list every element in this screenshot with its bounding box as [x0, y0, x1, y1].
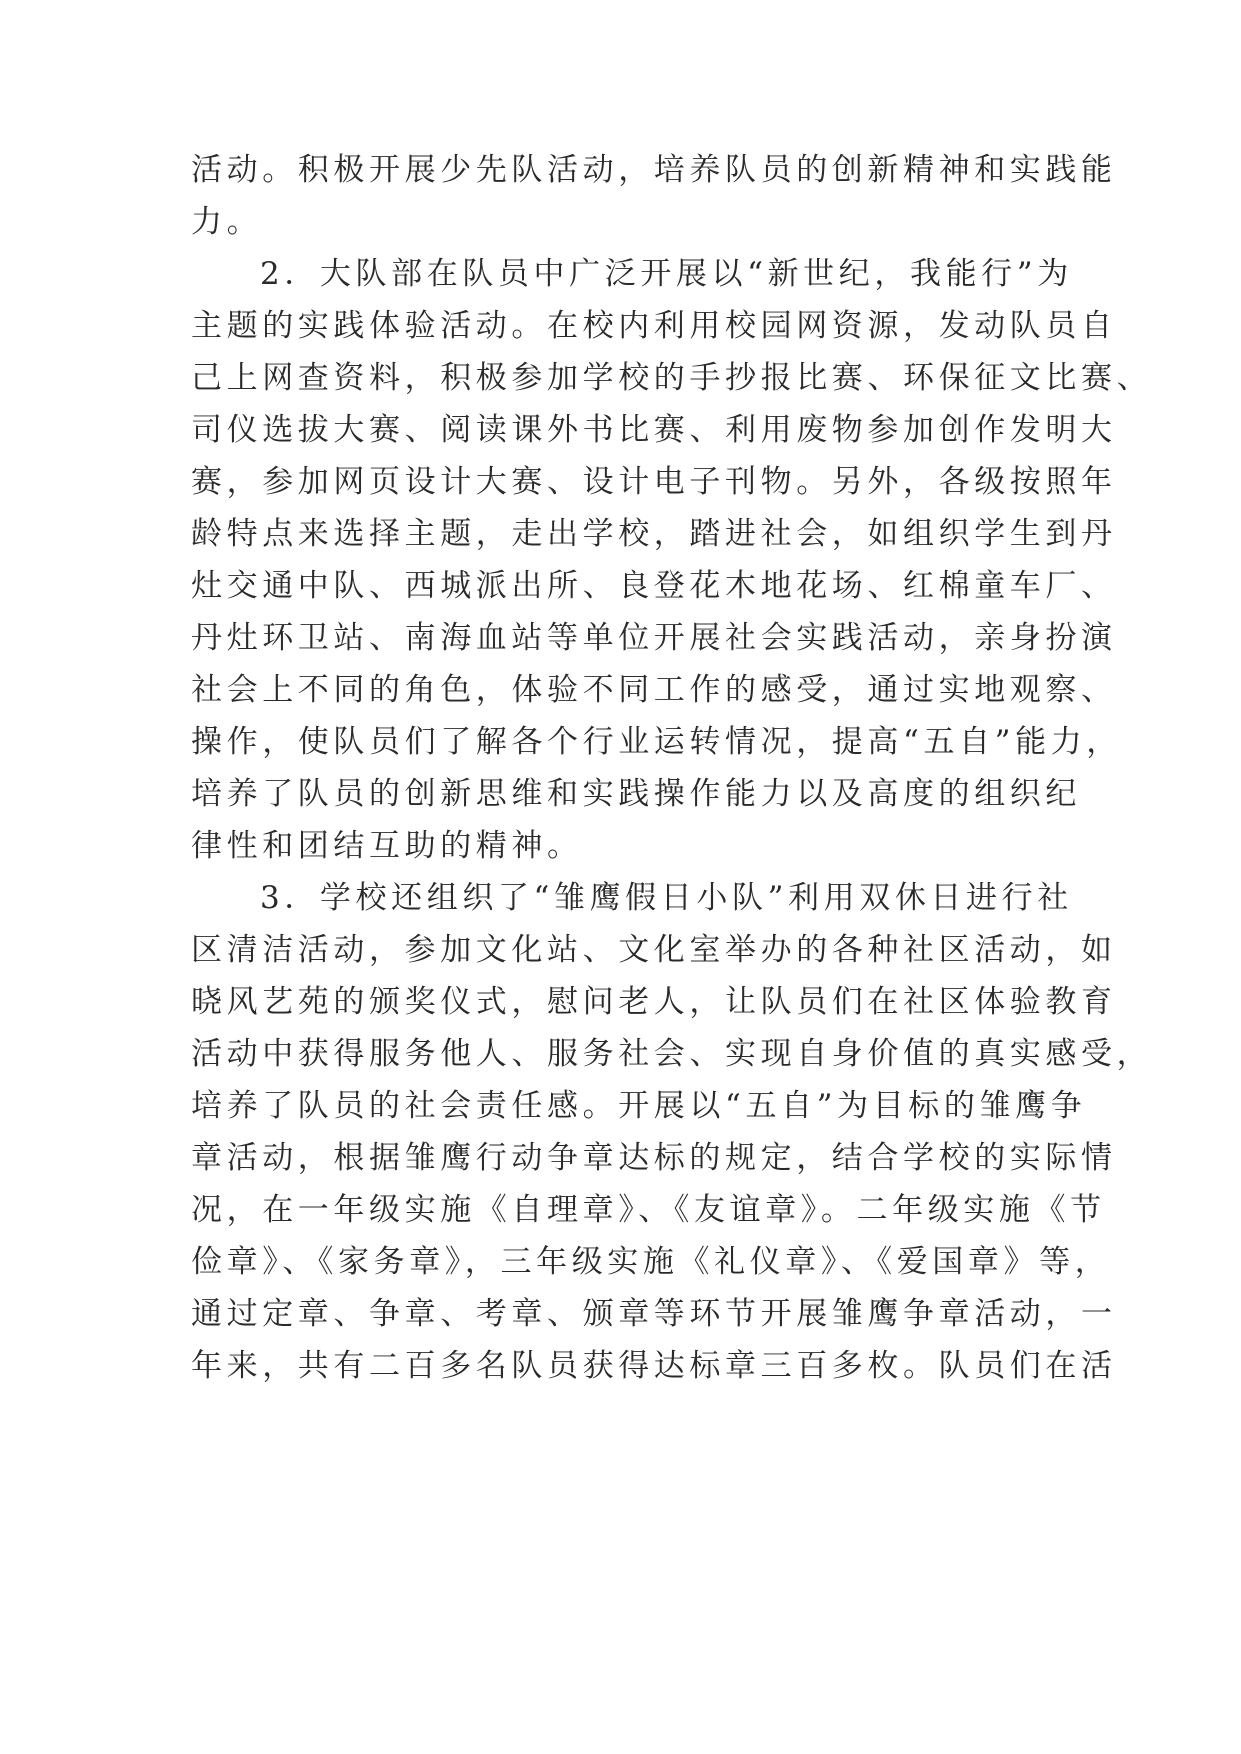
- text-line: 丹灶环卫站、南海血站等单位开展社会实践活动，亲身扮演: [191, 620, 1117, 656]
- paragraph-2-first-line: 2．大队部在队员中广泛开展以“新世纪，我能行”为: [260, 256, 1073, 292]
- text-line: 培养了队员的社会责任感。开展以“五自”为目标的雏鹰争: [191, 1088, 1087, 1124]
- text-line: 操作，使队员们了解各个行业运转情况，提高“五自”能力，: [191, 724, 1122, 760]
- text-line: 章活动，根据雏鹰行动争章达标的规定，结合学校的实际情: [191, 1140, 1117, 1176]
- paragraph-3-first-line: 3．学校还组织了“雏鹰假日小队”利用双休日进行社: [260, 880, 1073, 916]
- text-line: 赛，参加网页设计大赛、设计电子刊物。另外，各级按照年: [191, 464, 1117, 500]
- text-line: 己上网查资料，积极参加学校的手抄报比赛、环保征文比赛、: [191, 360, 1153, 396]
- text-line: 活动中获得服务他人、服务社会、实现自身价值的真实感受，: [191, 1036, 1153, 1072]
- text-line: 晓风艺苑的颁奖仪式，慰问老人，让队员们在社区体验教育: [191, 984, 1117, 1020]
- text-line: 龄特点来选择主题，走出学校，踏进社会，如组织学生到丹: [191, 516, 1117, 552]
- text-line: 区清洁活动，参加文化站、文化室举办的各种社区活动，如: [191, 932, 1117, 968]
- text-line: 况，在一年级实施《自理章》、《友谊章》。二年级实施《节: [191, 1192, 1106, 1228]
- text-line: 司仪选拔大赛、阅读课外书比赛、利用废物参加创作发明大: [191, 412, 1117, 448]
- text-line: 灶交通中队、西城派出所、良登花木地花场、红棉童车厂、: [191, 568, 1117, 604]
- text-line: 主题的实践体验活动。在校内利用校园网资源，发动队员自: [191, 308, 1117, 344]
- text-line: 年来，共有二百多名队员获得达标章三百多枚。队员们在活: [191, 1348, 1117, 1384]
- text-line: 培养了队员的创新思维和实践操作能力以及高度的组织纪: [191, 776, 1081, 812]
- text-line: 活动。积极开展少先队活动，培养队员的创新精神和实践能: [191, 152, 1117, 188]
- text-line: 力。: [191, 204, 263, 240]
- text-line: 律性和团结互助的精神。: [191, 828, 583, 864]
- text-line: 社会上不同的角色，体验不同工作的感受，通过实地观察、: [191, 672, 1117, 708]
- text-line: 俭章》、《家务章》，三年级实施《礼仪章》、《爱国章》等，: [191, 1244, 1111, 1280]
- text-line: 通过定章、争章、考章、颁章等环节开展雏鹰争章活动，一: [191, 1296, 1117, 1332]
